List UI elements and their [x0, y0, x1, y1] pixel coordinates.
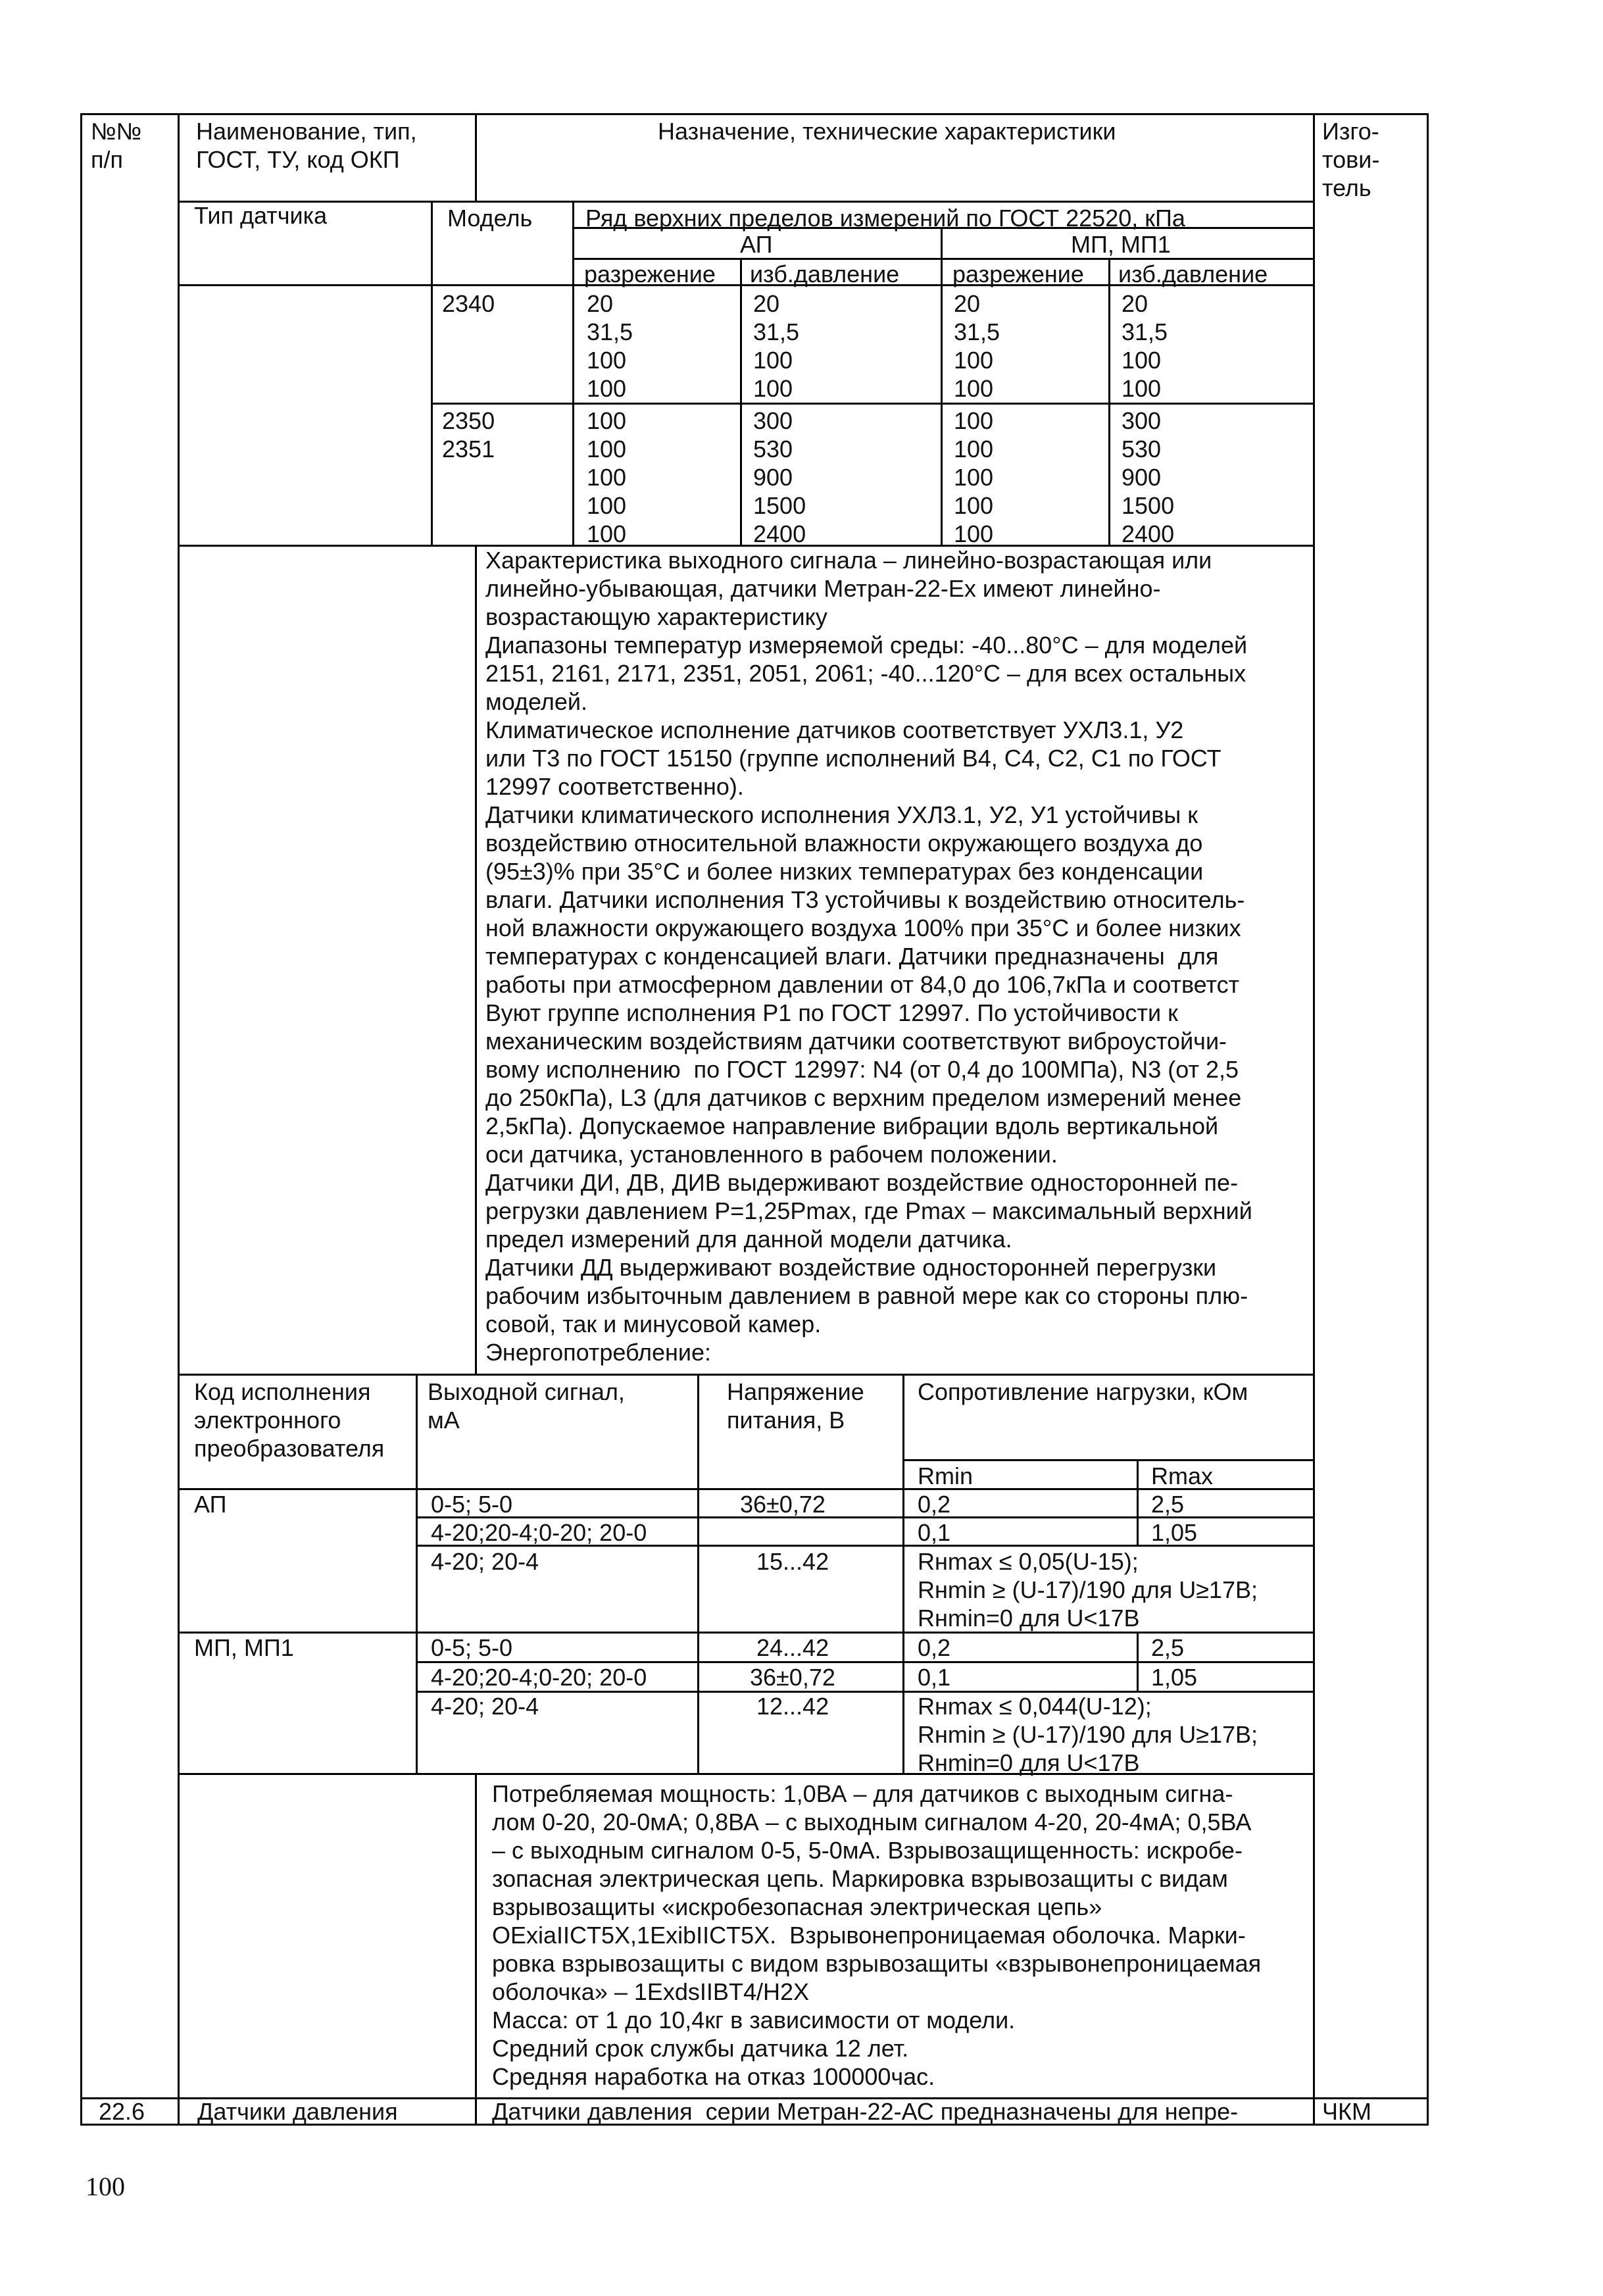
power-h-voltage: Напряжение питания, В: [727, 1378, 864, 1434]
col-vacuum-mp: разрежение: [952, 261, 1084, 287]
block1-col1: 20 31,5 100 100: [587, 290, 633, 402]
header-purpose: Назначение, технические характеристики: [658, 118, 1116, 145]
block1-col4: 20 31,5 100 100: [1122, 290, 1168, 402]
code-mp: МП, МП1: [194, 1634, 294, 1661]
row-number: 22.6: [99, 2098, 145, 2125]
block1-col2: 20 31,5 100 100: [753, 290, 800, 402]
block2-col2: 300 530 900 1500 2400: [753, 407, 806, 547]
page-number: 100: [86, 2172, 125, 2201]
sensor-type-label: Тип датчика: [194, 202, 328, 229]
power-h-signal: Выходной сигнал, мА: [428, 1378, 625, 1434]
mp-r1-rmin: 0,2: [918, 1634, 951, 1661]
group-mp: МП, МП1: [1071, 231, 1171, 258]
header-num: №№ п/п: [91, 118, 142, 173]
model-2350-2351: 2350 2351: [442, 407, 495, 462]
mp-r1-voltage: 24...42: [756, 1634, 829, 1661]
row-description: Датчики давления серии Метран-22-АС предназначены для непре-: [492, 2098, 1239, 2125]
col-pressure-mp: изб.давление: [1118, 261, 1268, 287]
mp-r3-signal: 4-20; 20-4: [431, 1693, 539, 1720]
power-h-rmin: Rmin: [918, 1462, 974, 1489]
ap-r3-voltage: 15...42: [756, 1548, 829, 1575]
mp-r1-signal: 0-5; 5-0: [431, 1634, 513, 1661]
mp-r3-formula: Rнmax ≤ 0,044(U-12); Rнmin ≥ (U-17)/190 для U≥17В; Rнmin=0 для U<17В: [918, 1693, 1258, 1776]
row-name: Датчики давления: [197, 2098, 398, 2125]
model-label: Модель: [447, 205, 533, 232]
range-label: Ряд верхних пределов измерений по ГОСТ 22520, кПа: [585, 205, 1185, 232]
ap-r1-rmax: 2,5: [1151, 1491, 1185, 1518]
model-2340: 2340: [442, 290, 495, 317]
ap-r3-signal: 4-20; 20-4: [431, 1548, 539, 1575]
ap-r2-signal: 4-20;20-4;0-20; 20-0: [431, 1519, 647, 1546]
ap-r3-formula: Rнmax ≤ 0,05(U-15); Rнmin ≥ (U-17)/190 для U≥17В; Rнmin=0 для U<17В: [918, 1548, 1258, 1632]
ap-r2-rmin: 0,1: [918, 1519, 951, 1546]
block1-col3: 20 31,5 100 100: [954, 290, 1000, 402]
block2-col4: 300 530 900 1500 2400: [1122, 407, 1175, 547]
ap-r1-rmin: 0,2: [918, 1491, 951, 1518]
col-pressure-ap: изб.давление: [750, 261, 900, 287]
mp-r2-signal: 4-20;20-4;0-20; 20-0: [431, 1664, 647, 1691]
power-h-code: Код исполнения электронного преобразователя: [194, 1378, 385, 1462]
block2-col1: 100 100 100 100 100: [587, 407, 627, 547]
mp-r2-rmin: 0,1: [918, 1664, 951, 1691]
mp-r3-voltage: 12...42: [756, 1693, 829, 1720]
characteristics-text: Характеристика выходного сигнала – линейно-возрастающая или линейно-убывающая, датчики Метран-22-Ех имеют линейно- возрастающую характеристику Диапазоны температур измеряемой среды: -40...80°С – для моделей 2151, 2161, 2171, 2351, 2051, 2061; -40...120°С – для всех остальных моделей. Климатическое исполнение датчиков соответствует УХЛ3.1, У2 или Т3 по ГОСТ 15150 (группе исполнений В4, С4, С2, С1 по ГОСТ 12997 соответственно). Датчики климатического исполнения УХЛ3.1, У2, У1 устойчивы к воздействию относительной влажности окружающего воздуха до (95±3)% при 35°С и более низких температурах без конденсации влаги. Датчики исполнения Т3 устойчивы к воздействию относитель- ной влажности окружающего воздуха 100% при 35°С и более низких температурах с конденсацией влаги. Датчики предназначены для работы при атмосферном давлении от 84,0 до 106,7кПа и соответст Вуют группе исполнения Р1 по ГОСТ 12997. По устойчивости к механическим воздействиям датчики соответствуют виброустойчи- вому исполнению по ГОСТ 12997: N4 (от 0,4 до 100МПа), N3 (от 2,5 до 250кПа), L3 (для датчиков с верхним пределом измерений менее 2,5кПа). Допускаемое направление вибрации вдоль вертикальной оси датчика, установленного в рабочем положении. Датчики ДИ, ДВ, ДИВ выдерживают воздействие односторонней пе- регрузки давлением Р=1,25Рmax, где Рmax – максимальный верхний предел измерений для данной модели датчика. Датчики ДД выдерживают воздействие односторонней перегрузки рабочим избыточным давлением в равной мере как со стороны плю- совой, так и минусовой камер. Энергопотребление:: [485, 547, 1252, 1366]
mp-r1-rmax: 2,5: [1151, 1634, 1185, 1661]
code-ap: АП: [194, 1491, 227, 1518]
col-vacuum-ap: разрежение: [584, 261, 716, 287]
ap-r1-signal: 0-5; 5-0: [431, 1491, 513, 1518]
block2-col3: 100 100 100 100 100: [954, 407, 994, 547]
mp-r2-rmax: 1,05: [1151, 1664, 1198, 1691]
power-consumption-text: Потребляемая мощность: 1,0ВА – для датчиков с выходным сигна- лом 0-20, 20-0мА; 0,8ВА – с выходным сигналом 4-20, 20-4мА; 0,5ВА – с выходным сигналом 0-5, 5-0мА. Взрывозащищенность: искробе- зопасная электрическая цепь. Маркировка взрывозащиты с видам взрывозащиты «искробезопасная электрическая цепь» ОExiaIICT5X,1ExibIICT5X. Взрывонепроницаемая оболочка. Марки- ровка взрывозащиты с видом взрывозащиты «взрывонепроницаемая оболочка» – 1ExdsIIBT4/H2X Масса: от 1 до 10,4кг в зависимости от модели. Средний срок службы датчика 12 лет. Средняя наработка на отказ 100000час.: [492, 1780, 1262, 2090]
mp-r2-voltage: 36±0,72: [750, 1664, 835, 1691]
row-maker: ЧКМ: [1322, 2098, 1371, 2125]
group-ap: АП: [740, 231, 773, 258]
header-name: Наименование, тип, ГОСТ, ТУ, код ОКП: [196, 118, 417, 173]
header-maker: Изго- тови- тель: [1322, 118, 1380, 201]
power-h-rmax: Rmax: [1151, 1462, 1214, 1489]
ap-r2-rmax: 1,05: [1151, 1519, 1198, 1546]
ap-r1-voltage: 36±0,72: [740, 1491, 826, 1518]
power-h-resistance: Сопротивление нагрузки, кОм: [918, 1378, 1248, 1405]
